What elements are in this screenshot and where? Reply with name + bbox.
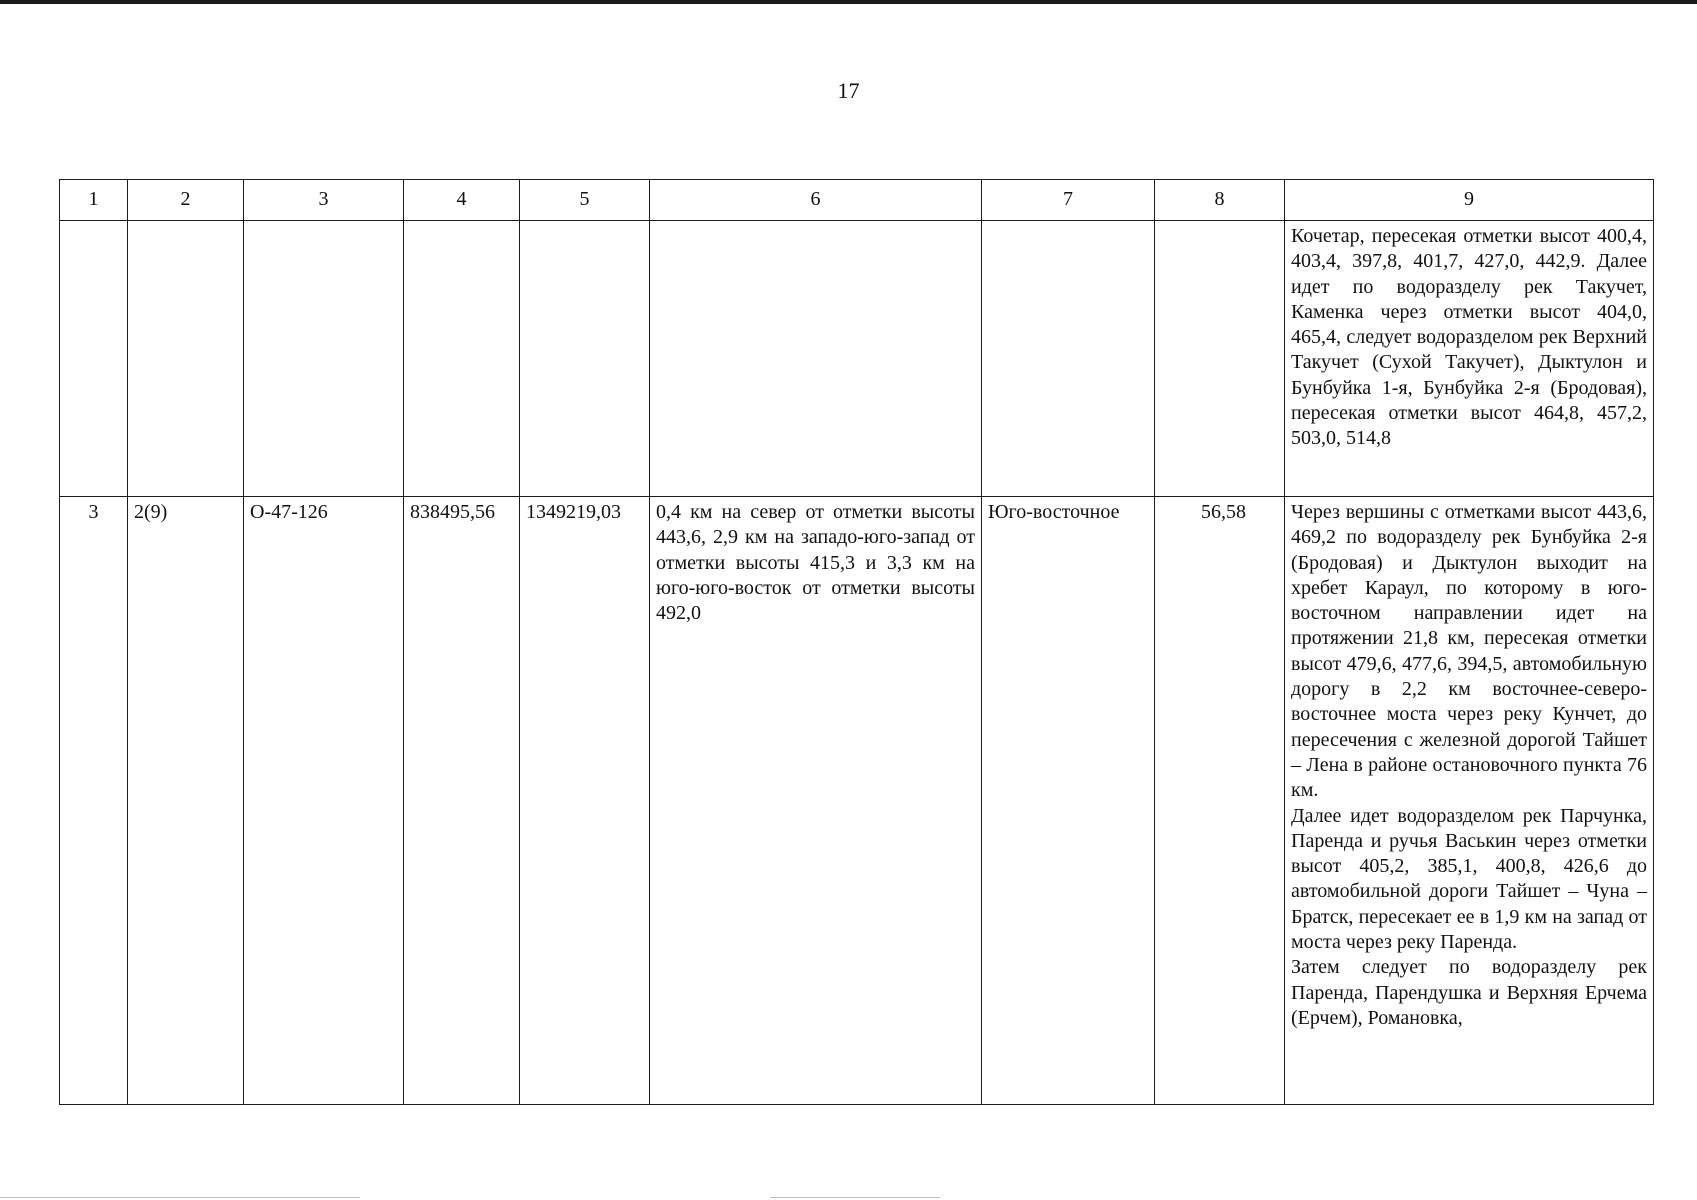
cell-length [1155, 221, 1285, 497]
column-header: 9 [1285, 180, 1654, 221]
cell-location [650, 221, 982, 497]
column-header: 8 [1155, 180, 1285, 221]
column-header: 5 [520, 180, 650, 221]
page-number: 17 [837, 78, 860, 103]
description-paragraph: Далее идет водоразделом рек Парчунка, Паренда и ручья Васькин через отметки высот 405,2, 385,1, 400,8, 426,6 до автомобильной дороги Тайшет – Чуна – Братск, пересекает ее в 1,9 км на запад от моста через реку Паренда. [1291, 804, 1647, 954]
boundary-description-table [59, 179, 1654, 1105]
cell-section [128, 221, 244, 497]
table-row [60, 497, 1654, 1105]
column-header: 1 [60, 180, 128, 221]
cell-direction: Юго-восточное [982, 497, 1155, 1105]
cell-description: Кочетар, пересекая отметки высот 400,4, 403,4, 397,8, 401,7, 427,0, 442,9. Далее идет по водоразделу рек Такучет, Каменка через отметки высот 404,0, 465,4, следует водоразделом рек Верхний Такучет (Сухой Такучет), Дыктулон и Бунбуйка 1-я, Бунбуйка 2-я (Бродовая), пересекая отметки высот 464,8, 457,2, 503,0, 514,8 [1285, 221, 1654, 497]
cell-map-sheet: О-47-126 [244, 497, 404, 1105]
cell-number: 3 [60, 497, 128, 1105]
cell-section: 2(9) [128, 497, 244, 1105]
scan-edge-mark [0, 1197, 360, 1198]
scan-edge-mark [770, 1197, 940, 1198]
scan-top-edge [0, 0, 1697, 4]
description-paragraph: Через вершины с отметками высот 443,6, 469,2 по водоразделу рек Бунбуйка 2-я (Бродовая) и Дыктулон выходит на хребет Караул, по которому в юго-восточном направлении идет на протяжении 21,8 км, пересекая отметки высот 479,6, 477,6, 394,5, автомобильную дорогу в 2,2 км восточнее-северо-восточнее моста через реку Кунчет, до пересечения с железной дорогой Тайшет – Лена в районе остановочного пункта 76 км. [1291, 501, 1647, 802]
table-header-row [60, 180, 1654, 221]
cell-location: 0,4 км на север от отметки высоты 443,6, 2,9 км на западо-юго-запад от отметки высоты 415,3 и 3,3 км на юго-юго-восток от отметки высоты 492,0 [650, 497, 982, 1105]
column-header: 3 [244, 180, 404, 221]
cell-length: 56,58 [1155, 497, 1285, 1105]
cell-map-sheet [244, 221, 404, 497]
cell-coordinate-x: 838495,56 [404, 497, 520, 1105]
cell-description [1285, 497, 1654, 1105]
description-paragraph: Затем следует по водоразделу рек Паренда, Парендушка и Верхняя Ерчема (Ерчем), Романовка, [1291, 956, 1647, 1029]
cell-coordinate-y [520, 221, 650, 497]
cell-number [60, 221, 128, 497]
table-row [60, 221, 1654, 497]
cell-direction [982, 221, 1155, 497]
cell-coordinate-x [404, 221, 520, 497]
column-header: 7 [982, 180, 1155, 221]
cell-coordinate-y: 1349219,03 [520, 497, 650, 1105]
column-header: 2 [128, 180, 244, 221]
column-header: 6 [650, 180, 982, 221]
column-header: 4 [404, 180, 520, 221]
